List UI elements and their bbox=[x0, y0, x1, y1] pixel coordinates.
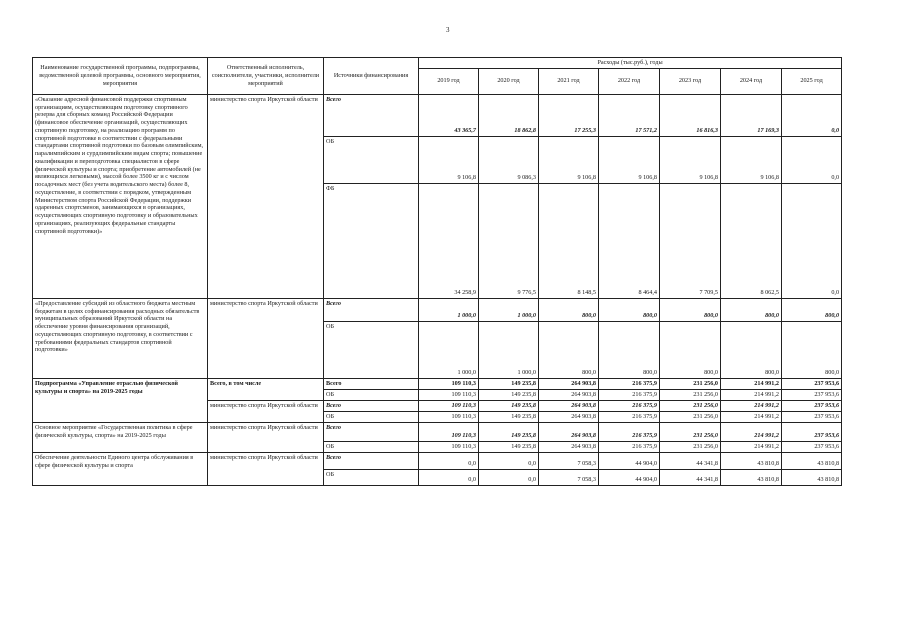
value-cell: 214 991,2 bbox=[721, 411, 782, 422]
row-responsible: министерство спорта Иркутской области bbox=[208, 94, 324, 298]
value-cell: 17 571,2 bbox=[599, 94, 660, 136]
value-cell: 231 256,0 bbox=[660, 378, 721, 389]
source-cell: ОБ bbox=[324, 136, 419, 183]
value-cell: 231 256,0 bbox=[660, 411, 721, 422]
source-cell: ОБ bbox=[324, 321, 419, 378]
source-cell: ОБ bbox=[324, 389, 419, 400]
value-cell: 149 235,8 bbox=[479, 411, 539, 422]
row-responsible-total: Всего, в том числе bbox=[208, 378, 324, 400]
row-name: «Предоставление субсидий из областного бюджета местным бюджетам в целях софинансирования расходных обязательств муниципальных образований Иркутской области на обеспечение уровня финансирования организаций, осуществляющих спортивную подготовку, в соответствии с требованиями федеральных стандартов спортивной подготовки» bbox=[33, 298, 208, 378]
value-cell: 18 862,8 bbox=[479, 94, 539, 136]
year-2025: 2025 год bbox=[782, 68, 842, 94]
value-cell: 214 991,2 bbox=[721, 378, 782, 389]
value-cell: 237 953,6 bbox=[782, 389, 842, 400]
source-cell: Всего bbox=[324, 400, 419, 411]
value-cell: 1 000,0 bbox=[479, 298, 539, 321]
row-responsible: министерство спорта Иркутской области bbox=[208, 400, 324, 422]
source-cell: Всего bbox=[324, 422, 419, 441]
value-cell: 149 235,8 bbox=[479, 378, 539, 389]
source-cell: ФБ bbox=[324, 183, 419, 298]
header-expenses: Расходы (тыс.руб.), годы bbox=[419, 58, 842, 69]
year-2023: 2023 год bbox=[660, 68, 721, 94]
value-cell: 109 110,3 bbox=[419, 389, 479, 400]
value-cell: 214 991,2 bbox=[721, 389, 782, 400]
value-cell: 0,0 bbox=[419, 452, 479, 469]
row-responsible: министерство спорта Иркутской области bbox=[208, 422, 324, 452]
value-cell: 9 776,5 bbox=[479, 183, 539, 298]
value-cell: 216 375,9 bbox=[599, 411, 660, 422]
value-cell: 214 991,2 bbox=[721, 400, 782, 411]
value-cell: 0,0 bbox=[419, 469, 479, 485]
value-cell: 1 000,0 bbox=[479, 321, 539, 378]
value-cell: 44 341,8 bbox=[660, 452, 721, 469]
source-cell: ОБ bbox=[324, 441, 419, 452]
header-row bbox=[33, 58, 842, 69]
value-cell: 264 903,8 bbox=[539, 378, 599, 389]
row-name: Основное мероприятие «Государственная политика в сфере физической культуры, спорта» на 2019-2025 годы bbox=[33, 422, 208, 452]
value-cell: 9 106,8 bbox=[539, 136, 599, 183]
row-responsible: министерство спорта Иркутской области bbox=[208, 452, 324, 485]
row-name: «Оказание адресной финансовой поддержки спортивным организациям, осуществляющим подготовку спортивного резерва для сборных команд Российской Федерации (финансовое обеспечение организаций, осуществляющих спортивную подготовку, на реализацию программ по спортивной подготовке в соответствии с федеральными стандартами спортивной подготовки по базовым олимпийским, паралимпийским и сурдлимпийским видам спорта; повышение квалификации и переподготовка специалистов в сфере физической культуры и спорта; приобретение автомобилей (не являющихся легковыми), массой более 3500 кг и с числом посадочных мест (без учета водительского места) более 8, осуществление, в соответствии с порядком, утвержденным Министерством спорта Российской Федерации, поддержки одаренных спортсменов, занимающихся в организациях, осуществляющих спортивную подготовку и образовательных организациях, реализующих федеральные стандарты спортивной подготовки)» bbox=[33, 94, 208, 298]
value-cell: 7 058,3 bbox=[539, 469, 599, 485]
value-cell: 43 365,7 bbox=[419, 94, 479, 136]
value-cell: 800,0 bbox=[599, 298, 660, 321]
value-cell: 800,0 bbox=[660, 298, 721, 321]
header-name: Наименование государственной программы, подпрограммы, ведомственной целевой программы, основного мероприятия, мероприятия bbox=[33, 58, 208, 95]
table-row bbox=[33, 94, 842, 136]
value-cell: 9 106,8 bbox=[721, 136, 782, 183]
row-name: Подпрограмма «Управление отраслью физической культуры и спорта» на 2019-2025 годы bbox=[33, 378, 208, 422]
value-cell: 149 235,8 bbox=[479, 400, 539, 411]
value-cell: 0,0 bbox=[479, 469, 539, 485]
value-cell: 149 235,8 bbox=[479, 422, 539, 441]
header-source: Источники финансирования bbox=[324, 58, 419, 95]
value-cell: 43 810,8 bbox=[721, 452, 782, 469]
value-cell: 109 110,3 bbox=[419, 400, 479, 411]
source-cell: ОБ bbox=[324, 411, 419, 422]
value-cell: 231 256,0 bbox=[660, 422, 721, 441]
value-cell: 800,0 bbox=[660, 321, 721, 378]
value-cell: 109 110,3 bbox=[419, 378, 479, 389]
value-cell: 800,0 bbox=[721, 321, 782, 378]
value-cell: 43 810,8 bbox=[721, 469, 782, 485]
value-cell: 800,0 bbox=[539, 321, 599, 378]
value-cell: 34 258,9 bbox=[419, 183, 479, 298]
value-cell: 9 106,8 bbox=[419, 136, 479, 183]
page-number: 3 bbox=[446, 26, 450, 34]
year-2021: 2021 год bbox=[539, 68, 599, 94]
value-cell: 0,0 bbox=[782, 136, 842, 183]
value-cell: 7 058,3 bbox=[539, 452, 599, 469]
source-cell: Всего bbox=[324, 452, 419, 469]
value-cell: 109 110,3 bbox=[419, 422, 479, 441]
value-cell: 800,0 bbox=[782, 321, 842, 378]
value-cell: 800,0 bbox=[539, 298, 599, 321]
value-cell: 44 904,0 bbox=[599, 452, 660, 469]
value-cell: 264 903,8 bbox=[539, 422, 599, 441]
value-cell: 109 110,3 bbox=[419, 441, 479, 452]
value-cell: 237 953,6 bbox=[782, 441, 842, 452]
value-cell: 1 000,0 bbox=[419, 298, 479, 321]
value-cell: 264 903,8 bbox=[539, 389, 599, 400]
value-cell: 216 375,9 bbox=[599, 378, 660, 389]
value-cell: 231 256,0 bbox=[660, 441, 721, 452]
value-cell: 8 062,5 bbox=[721, 183, 782, 298]
value-cell: 800,0 bbox=[782, 298, 842, 321]
value-cell: 231 256,0 bbox=[660, 400, 721, 411]
value-cell: 214 991,2 bbox=[721, 441, 782, 452]
value-cell: 216 375,9 bbox=[599, 441, 660, 452]
table-row bbox=[33, 378, 842, 389]
row-responsible: министерство спорта Иркутской области bbox=[208, 298, 324, 378]
value-cell: 109 110,3 bbox=[419, 411, 479, 422]
value-cell: 149 235,8 bbox=[479, 389, 539, 400]
value-cell: 216 375,9 bbox=[599, 400, 660, 411]
source-cell: Всего bbox=[324, 94, 419, 136]
value-cell: 17 169,3 bbox=[721, 94, 782, 136]
value-cell: 0,0 bbox=[782, 183, 842, 298]
value-cell: 800,0 bbox=[599, 321, 660, 378]
value-cell: 237 953,6 bbox=[782, 411, 842, 422]
budget-table bbox=[32, 57, 842, 486]
value-cell: 43 810,8 bbox=[782, 469, 842, 485]
value-cell: 1 000,0 bbox=[419, 321, 479, 378]
value-cell: 231 256,0 bbox=[660, 389, 721, 400]
value-cell: 7 709,5 bbox=[660, 183, 721, 298]
value-cell: 149 235,8 bbox=[479, 441, 539, 452]
value-cell: 216 375,9 bbox=[599, 422, 660, 441]
year-2024: 2024 год bbox=[721, 68, 782, 94]
table-row bbox=[33, 452, 842, 469]
value-cell: 0,0 bbox=[782, 94, 842, 136]
value-cell: 8 148,5 bbox=[539, 183, 599, 298]
value-cell: 264 903,8 bbox=[539, 400, 599, 411]
value-cell: 237 953,6 bbox=[782, 378, 842, 389]
value-cell: 237 953,6 bbox=[782, 400, 842, 411]
header-responsible: Ответственный исполнитель, соисполнители, участники, исполнители мероприятий bbox=[208, 58, 324, 95]
value-cell: 800,0 bbox=[721, 298, 782, 321]
value-cell: 9 106,8 bbox=[599, 136, 660, 183]
table-row bbox=[33, 422, 842, 441]
year-2022: 2022 год bbox=[599, 68, 660, 94]
value-cell: 237 953,6 bbox=[782, 422, 842, 441]
source-cell: ОБ bbox=[324, 469, 419, 485]
table-row bbox=[33, 298, 842, 321]
source-cell: Всего bbox=[324, 298, 419, 321]
value-cell: 216 375,9 bbox=[599, 389, 660, 400]
row-name: Обеспечение деятельности Единого центра обслуживания в сфере физической культуры и спорта bbox=[33, 452, 208, 485]
value-cell: 17 255,3 bbox=[539, 94, 599, 136]
value-cell: 0,0 bbox=[479, 452, 539, 469]
value-cell: 8 464,4 bbox=[599, 183, 660, 298]
year-2019: 2019 год bbox=[419, 68, 479, 94]
value-cell: 43 810,8 bbox=[782, 452, 842, 469]
value-cell: 9 106,8 bbox=[660, 136, 721, 183]
value-cell: 16 816,3 bbox=[660, 94, 721, 136]
source-cell: Всего bbox=[324, 378, 419, 389]
value-cell: 264 903,8 bbox=[539, 441, 599, 452]
value-cell: 44 904,0 bbox=[599, 469, 660, 485]
value-cell: 44 341,8 bbox=[660, 469, 721, 485]
value-cell: 264 903,8 bbox=[539, 411, 599, 422]
year-2020: 2020 год bbox=[479, 68, 539, 94]
value-cell: 214 991,2 bbox=[721, 422, 782, 441]
value-cell: 9 086,3 bbox=[479, 136, 539, 183]
